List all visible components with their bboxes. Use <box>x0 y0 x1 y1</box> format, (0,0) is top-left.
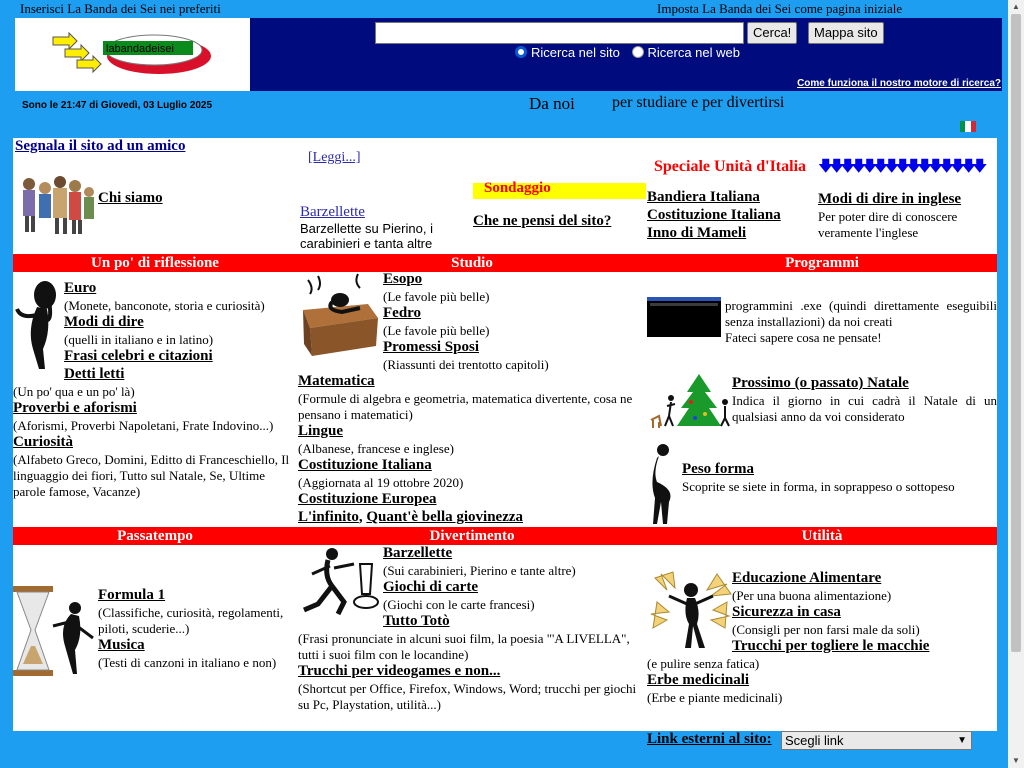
scroll-down-icon[interactable]: ▼ <box>1012 756 1020 765</box>
music-desc: (Testi di canzoni in italiano e non) <box>98 655 277 670</box>
cheats-link[interactable]: Trucchi per videogames e non... <box>298 663 501 679</box>
external-links-label: Link esterni al sito: <box>647 731 772 747</box>
idioms-link[interactable]: Modi di dire <box>64 314 144 330</box>
search-input[interactable] <box>375 22 744 44</box>
radio-web[interactable] <box>632 46 644 58</box>
site-logo[interactable] <box>15 18 250 91</box>
flag-link[interactable]: Bandiera Italiana <box>647 189 760 205</box>
jokes-link[interactable]: Barzellette <box>300 204 365 220</box>
site-map-button[interactable]: Mappa sito <box>808 22 884 44</box>
math-desc: (Formule di algebra e geometria, matematica divertente, cosa ne pensano i matematici) <box>298 391 633 422</box>
proverbs-link[interactable]: Proverbi e aforismi <box>13 400 137 416</box>
ideal-weight-desc: Scoprite se siete in forma, in soprappeso o sottopeso <box>682 479 955 494</box>
section-pastime: Passatempo <box>13 527 297 545</box>
jokes-section-desc: (Sui carabinieri, Pierino e tante altre) <box>383 563 576 578</box>
home-safety-desc: (Consigli per non farsi male da soli) <box>732 622 920 637</box>
card-games-link[interactable]: Giochi di carte <box>383 579 478 595</box>
italian-flag-icon[interactable] <box>960 121 976 132</box>
search-button[interactable]: Cerca! <box>747 22 797 44</box>
christmas-link[interactable]: Prossimo (o passato) Natale <box>732 375 909 391</box>
english-idioms-desc: Per poter dire di conoscere veramente l'inglese <box>818 209 958 240</box>
poems-separator: , <box>358 509 363 525</box>
infinito-link[interactable]: L'infinito <box>298 509 359 525</box>
math-link[interactable]: Matematica <box>298 373 375 389</box>
tagline-left: Da noi <box>529 94 575 113</box>
toto-desc: (Frasi pronunciate in alcuni suoi film, la poesia "'A LIVELLA", tutti i suoi film con le locandine) <box>298 631 630 662</box>
jokes-section-link[interactable]: Barzellette <box>383 545 453 561</box>
poll-label: Sondaggio <box>484 180 551 196</box>
family-image <box>15 170 97 236</box>
ideal-weight-link[interactable]: Peso forma <box>682 461 755 477</box>
section-reflection: Un po' di riflessione <box>13 254 297 272</box>
radio-site[interactable] <box>515 46 527 58</box>
euro-link[interactable]: Euro <box>64 280 97 296</box>
english-idioms-link[interactable]: Modi di dire in inglese <box>818 191 962 207</box>
section-fun: Divertimento <box>297 527 647 545</box>
programs-desc: programmini .exe (quindi direttamente eseguibili senza installazioni) da noi creati <box>725 298 997 329</box>
special-unity-title: Speciale Unità d'Italia <box>654 158 807 175</box>
recommend-site-link[interactable]: Segnala il sito ad un amico <box>15 138 186 154</box>
pregnant-silhouette-image <box>647 442 685 526</box>
formula1-link[interactable]: Formula 1 <box>98 587 166 603</box>
giovinezza-link[interactable]: Quant'è bella giovinezza <box>366 509 524 525</box>
toto-link[interactable]: Tutto Totò <box>383 613 450 629</box>
formula1-desc: (Classifiche, curiosità, regolamenti, piloti, scuderie...) <box>98 605 284 636</box>
christmas-desc: Indica il giorno in cui cadrà il Natale di un qualsiasi anno da voi considerato <box>732 393 997 424</box>
logo-text: labandadeisei <box>106 43 174 55</box>
sayings-desc: (Un po' qua e un po' là) <box>13 384 135 399</box>
hourglass-image <box>13 586 97 678</box>
juggler-image <box>647 568 732 652</box>
external-links-select-value: Scegli link <box>785 733 844 748</box>
promessi-sposi-link[interactable]: Promessi Sposi <box>383 339 479 355</box>
european-constitution-link[interactable]: Costituzione Europea <box>298 491 437 507</box>
stain-tips-desc: (e pulire senza fatica) <box>647 656 760 671</box>
nutrition-desc: (Per una buona alimentazione) <box>732 588 892 603</box>
read-more-link[interactable]: [Leggi...] <box>308 150 361 165</box>
nutrition-link[interactable]: Educazione Alimentare <box>732 570 882 586</box>
card-games-desc: (Giochi con le carte francesi) <box>383 597 535 612</box>
herbs-desc: (Erbe e piante medicinali) <box>647 690 783 705</box>
italian-constitution-desc: (Aggiornata al 19 ottobre 2020) <box>298 475 464 490</box>
promessi-sposi-desc: (Riassunti dei trentotto capitoli) <box>383 357 549 372</box>
constitution-link[interactable]: Costituzione Italiana <box>647 207 781 223</box>
about-us-link[interactable]: Chi siamo <box>98 190 163 206</box>
set-homepage-link[interactable]: Imposta La Banda dei Sei come pagina iniziale <box>657 1 903 16</box>
how-search-works-link[interactable]: Come funziona il nostro motore di ricerca? <box>797 78 1001 89</box>
scrollbar-thumb[interactable] <box>1011 14 1021 652</box>
anthem-link[interactable]: Inno di Mameli <box>647 225 747 241</box>
cheats-desc: (Shortcut per Office, Firefox, Windows, Word; trucchi per giochi su Pc, Playstation, utilità...) <box>298 681 637 712</box>
poll-banner <box>473 180 646 199</box>
euro-desc: (Monete, banconote, storia e curiosità) <box>64 298 265 313</box>
card-player-image <box>298 544 380 616</box>
home-safety-link[interactable]: Sicurezza in casa <box>732 604 841 620</box>
phaedrus-link[interactable]: Fedro <box>383 305 422 321</box>
poems-row <box>298 509 523 526</box>
section-programs: Programmi <box>647 254 997 272</box>
radio-web-label: Ricerca nel web <box>647 45 740 60</box>
languages-desc: (Albanese, francese e inglese) <box>298 441 454 456</box>
poll-question-link[interactable]: Che ne pensi del sito? <box>473 213 612 229</box>
jokes-desc: Barzellette su Pierino, i carabinieri e tanta altre <box>300 221 433 251</box>
scroll-up-icon[interactable]: ▲ <box>1012 2 1020 11</box>
music-link[interactable]: Musica <box>98 637 145 653</box>
phaedrus-desc: (Le favole più belle) <box>383 323 490 338</box>
idioms-desc: (quelli in italiano e in latino) <box>64 332 214 347</box>
current-datetime: Sono le 21:47 di Giovedì, 03 Luglio 2025 <box>22 100 213 111</box>
radio-site-label: Ricerca nel sito <box>531 45 620 60</box>
section-utility: Utilità <box>647 527 997 545</box>
quotes-link[interactable]: Frasi celebri e citazioni <box>64 348 213 364</box>
programs-feedback: Fateci sapere cosa ne pensate! <box>725 330 882 345</box>
search-scope <box>515 45 740 60</box>
chevron-down-icon: ▼ <box>957 735 967 746</box>
aesop-link[interactable]: Esopo <box>383 271 423 287</box>
thinker-image <box>13 279 63 374</box>
down-arrows-icon: 🡇 🡇 🡇 🡇 🡇 🡇 🡇 🡇 🡇 🡇 🡇 🡇 🡇 🡇 🡇 <box>818 159 988 175</box>
external-links-select[interactable] <box>781 731 972 750</box>
aesop-desc: (Le favole più belle) <box>383 289 490 304</box>
section-study: Studio <box>297 254 647 272</box>
languages-link[interactable]: Lingue <box>298 423 344 439</box>
curiosities-link[interactable]: Curiosità <box>13 434 73 450</box>
search-panel <box>250 18 1002 91</box>
proverbs-desc: (Aforismi, Proverbi Napoletani, Frate Indovino...) <box>13 418 274 433</box>
logo-image <box>15 18 250 91</box>
christmas-tree-image <box>647 372 732 430</box>
main-content <box>13 138 997 731</box>
desk-image <box>298 270 380 360</box>
stain-tips-link[interactable]: Trucchi per togliere le macchie <box>732 638 930 654</box>
sayings-link[interactable]: Detti letti <box>64 366 125 382</box>
add-favorites-link[interactable]: Inserisci La Banda dei Sei nei preferiti <box>20 1 221 16</box>
italian-constitution-link[interactable]: Costituzione Italiana <box>298 457 432 473</box>
tagline-right: per studiare e per divertirsi <box>612 94 785 111</box>
program-screenshot[interactable] <box>647 297 721 337</box>
herbs-link[interactable]: Erbe medicinali <box>647 672 750 688</box>
curiosities-desc: (Alfabeto Greco, Domini, Editto di Franceschiello, Il linguaggio dei fiori, Tutto sul Natale, Se, Ultime parole famose, Vacanze) <box>13 452 290 499</box>
